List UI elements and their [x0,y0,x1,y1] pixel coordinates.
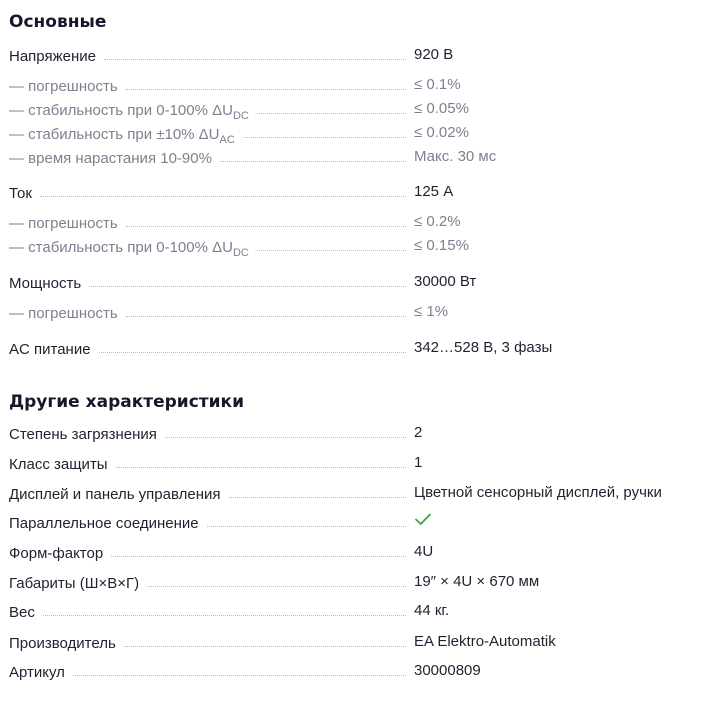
spec-label: — стабильность при 0-100% $\Delta U_{DC}$ [9,102,249,122]
spec-value: ≤ 0.1% [414,76,461,93]
dotted-leader [220,161,406,162]
spec-value [414,512,432,531]
dotted-leader [257,113,406,114]
spec-label: — стабильность при ±10% $\Delta U_{AC}$ [9,126,235,146]
spec-value: ≤ 1% [414,303,449,320]
spec-label: Габариты (Ш×В×Г) [9,575,140,592]
section-title-other: Другие характеристики [9,392,245,412]
spec-label: AC питание [9,341,91,358]
spec-value: 44 кг. [414,602,450,619]
spec-label: Вес [9,604,35,621]
spec-row-voltage-accuracy [9,74,709,96]
spec-row-power [9,271,709,293]
spec-label: Ток [9,185,32,202]
spec-label: Напряжение [9,48,96,65]
spec-value: EA Elektro-Automatik [414,633,556,650]
dotted-leader [111,556,406,557]
spec-row-voltage [9,44,709,66]
section-title-main: Основные [9,12,107,32]
spec-row-voltage-stability-dc [9,98,709,120]
spec-row-pollution-degree [9,422,709,444]
dotted-leader [229,497,406,498]
spec-row-article [9,660,709,682]
spec-row-weight [9,600,709,622]
spec-value: 1 [414,454,423,471]
spec-value: 125 А [414,183,454,200]
spec-value: 30000809 [414,662,481,679]
spec-row-current-accuracy [9,211,709,233]
dotted-leader [124,646,406,647]
dotted-leader [126,316,406,317]
spec-row-display [9,482,709,504]
spec-label: — стабильность при 0-100% $\Delta U_{DC}$ [9,239,249,259]
spec-value: ≤ 0.05% [414,100,469,117]
dotted-leader [126,226,406,227]
spec-row-dimensions [9,571,709,593]
spec-label: — погрешность [9,215,118,232]
spec-value: 4U [414,543,434,560]
check-icon [414,512,432,526]
dotted-leader [257,250,406,251]
dotted-leader [165,437,406,438]
dotted-leader [116,467,406,468]
spec-label: — время нарастания 10-90% [9,150,212,167]
dotted-leader [99,352,406,353]
spec-value: 2 [414,424,423,441]
spec-row-current [9,181,709,203]
dotted-leader [147,586,406,587]
spec-label: Артикул [9,664,65,681]
spec-row-voltage-stability-ac [9,122,709,144]
spec-value: Цветной сенсорный дисплей, ручки [414,484,662,501]
spec-row-protection-class [9,452,709,474]
dotted-leader [243,137,406,138]
dotted-leader [207,526,406,527]
dotted-leader [104,59,406,60]
dotted-leader [43,615,406,616]
dotted-leader [89,286,406,287]
spec-value: 19″ × 4U × 670 мм [414,573,540,590]
spec-value: ≤ 0.02% [414,124,469,141]
spec-label: — погрешность [9,78,118,95]
dotted-leader [126,89,406,90]
spec-value: ≤ 0.2% [414,213,461,230]
spec-value: 342…528 В, 3 фазы [414,339,553,356]
spec-label: Параллельное соединение [9,515,199,532]
spec-label: Степень загрязнения [9,426,157,443]
spec-row-ac-supply [9,337,709,359]
spec-row-current-stability-dc [9,235,709,257]
spec-label: Мощность [9,275,82,292]
spec-label: Дисплей и панель управления [9,486,221,503]
spec-row-power-accuracy [9,301,709,323]
dotted-leader [73,675,406,676]
spec-row-rise-time [9,146,709,168]
spec-label: Класс защиты [9,456,108,473]
spec-row-manufacturer [9,631,709,653]
spec-label: Форм-фактор [9,545,104,562]
spec-value: Макс. 30 мс [414,148,497,165]
spec-value: 920 В [414,46,454,63]
spec-row-parallel-connection [9,511,709,533]
spec-value: 30000 Вт [414,273,477,290]
spec-label: Производитель [9,635,116,652]
dotted-leader [40,196,406,197]
spec-row-form-factor [9,541,709,563]
spec-label: — погрешность [9,305,118,322]
spec-value: ≤ 0.15% [414,237,469,254]
